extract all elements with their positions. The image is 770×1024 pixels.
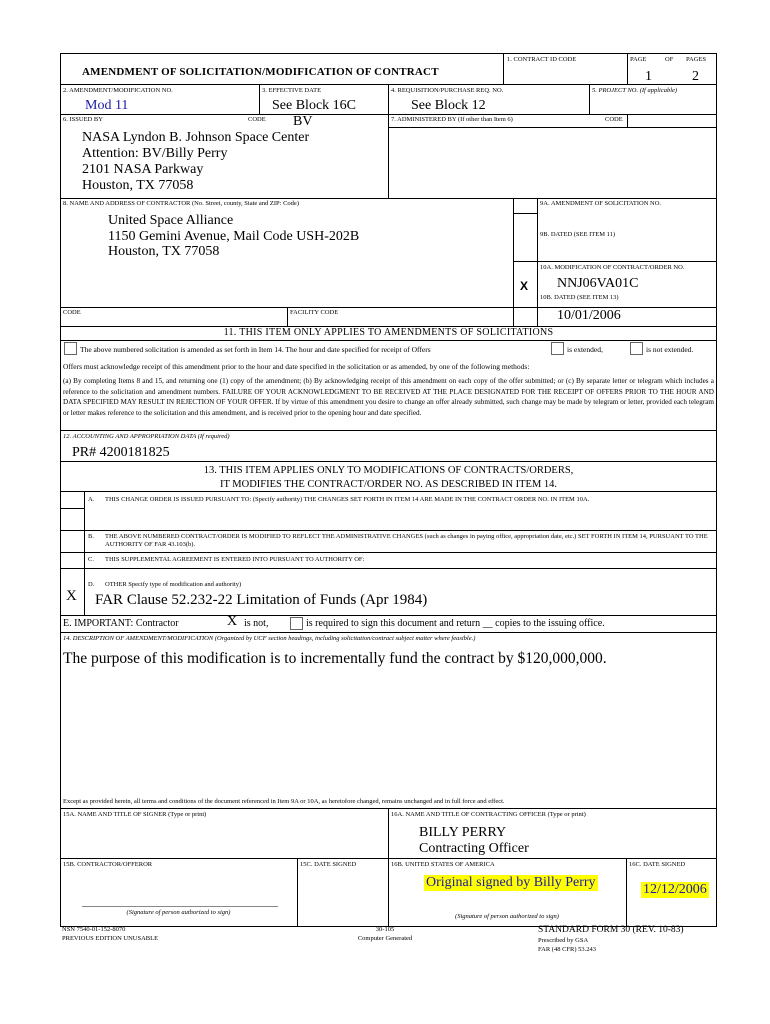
important-label: E. IMPORTANT: Contractor [63, 618, 179, 629]
item-13-b-text: THE ABOVE NUMBERED CONTRACT/ORDER IS MODIFIED TO REFLECT THE ADMINISTRATIVE CHANGES (such as changes in paying office, appropriation date, etc.) SET FORTH IN ITEM 14, PURSUANT TO THE AUTHORITY OF FAR 43.103(b). [105, 533, 708, 548]
footer-code: 30-105 [375, 926, 395, 933]
issuer-line-2: Attention: BV/Billy Perry [82, 146, 228, 161]
standard-form: STANDARD FORM 30 (REV. 10-83) [538, 925, 684, 935]
of-label: OF [665, 56, 674, 63]
item-13-b-letter: B. [88, 533, 94, 540]
requisition-value: See Block 12 [411, 98, 486, 113]
item-11-title: 11. THIS ITEM ONLY APPLIES TO AMENDMENTS OF SOLICITATIONS [223, 327, 554, 338]
effective-date-label: 3. EFFECTIVE DATE [262, 87, 322, 94]
not-extended-label: is not extended. [646, 345, 694, 354]
mod-10a-check: X [520, 279, 529, 293]
item-13-c-letter: C. [88, 556, 94, 563]
item-11-checkbox[interactable] [64, 342, 77, 355]
contractor-15b-label: 15B. CONTRACTOR/OFFEROR [63, 861, 153, 868]
issuer-line-4: Houston, TX 77058 [82, 178, 194, 193]
page-label: PAGE [630, 56, 647, 63]
is-not-label: is not, [244, 618, 269, 629]
amendment-no-value: Mod 11 [85, 98, 129, 113]
issuer-code-label: CODE [248, 116, 266, 123]
date-signed-value: 12/12/2006 [643, 882, 707, 897]
computer-generated: Computer Generated [357, 935, 413, 942]
except-text: Except as provided herein, all terms and conditions of the document referenced in Item 9A or 10A, as heretofore changed, remains unchanged and in full force and effect. [63, 798, 505, 805]
item-13-d-value: FAR Clause 52.232-22 Limitation of Funds (Apr 1984) [95, 592, 428, 608]
requisition-label: 4. REQUISITION/PURCHASE REQ. NO. [391, 87, 504, 94]
accounting-label: 12. ACCOUNTING AND APPROPRIATION DATA (If required) [63, 433, 230, 440]
previous-edition: PREVIOUS EDITION UNUSABLE [62, 935, 159, 942]
issuer-code-value: BV [293, 114, 313, 129]
contractor-address-label: 8. NAME AND ADDRESS OF CONTRACTOR (No. Street, county, State and ZIP: Code) [63, 200, 299, 207]
not-extended-checkbox[interactable] [630, 342, 643, 355]
facility-code-label: FACILITY CODE [290, 309, 339, 316]
administered-code-label: CODE [605, 116, 623, 123]
dated-9b-label: 9B. DATED (SEE ITEM 11) [540, 231, 616, 238]
administered-by-label: 7. ADMINISTERED BY (If other than Item 6) [391, 116, 513, 123]
effective-date-value: See Block 16C [272, 98, 356, 113]
dated-10b-label: 10B. DATED (SEE ITEM 13) [540, 294, 619, 301]
amendment-no-label: 2. AMENDMENT/MODIFICATION NO. [63, 87, 173, 94]
total-pages: 2 [692, 69, 699, 84]
is-required-checkbox[interactable] [290, 617, 303, 630]
extended-checkbox[interactable] [551, 342, 564, 355]
item-11-paragraph: (a) By completing Items 8 and 15, and returning one (1) copy of the amendment; (b) By acknowledging receipt of this amendment on each copy of the offer submitted; or (c) By separate letter or telegram which includes a reference to the solicitation and amendment numbers. FAILURE OF YOUR ACKNOWLEDGMENT TO BE RECEIVED AT THE PLACE DESIGNATED FOR THE RECEIPT OF OFFERS PRIOR TO THE HOUR AND DATA SPECIFIED MAY RESULT IN REJECTION OF YOUR OFFER. If by virtue of this amendment you desire to change an offer already submitted, such change may be made by telegram or letter, provided each telegram or letter makes reference to the solicitation and this amendment, and is received prior to the opening hour and date specified. [63, 377, 714, 417]
usa-16b-label: 16B. UNITED STATES OF AMERICA [391, 861, 495, 868]
officer-title: Contracting Officer [419, 841, 529, 856]
extended-label: is extended, [567, 345, 603, 354]
form-title: AMENDMENT OF SOLICITATION/MODIFICATION OF CONTRACT [82, 66, 439, 78]
nsn-number: NSN 7540-01-152-8070 [62, 926, 126, 933]
contractor-line-1: United Space Alliance [108, 213, 234, 228]
contractor-code-label: CODE [63, 309, 81, 316]
signature-line-contractor [82, 906, 278, 907]
date-16c-label: 16C. DATE SIGNED [629, 861, 686, 868]
item-13-d-check: X [66, 588, 77, 604]
signature-caption-officer: (Signature of person authorized to sign) [455, 913, 559, 920]
is-required-label: is required to sign this document and return __ copies to the issuing office. [306, 618, 605, 629]
contract-id-label: 1. CONTRACT ID CODE [507, 56, 577, 63]
item-13-a-letter: A. [88, 496, 95, 503]
officer-16a-label: 16A. NAME AND TITLE OF CONTRACTING OFFICER (Type or print) [391, 811, 586, 818]
far-reference: FAR (48 CFR) 53.243 [538, 946, 597, 953]
item-13-c-text: THIS SUPPLEMENTAL AGREEMENT IS ENTERED INTO PURSUANT TO AUTHORITY OF: [105, 556, 365, 563]
item-13-title-2: IT MODIFIES THE CONTRACT/ORDER NO. AS DESCRIBED IN ITEM 14. [219, 479, 558, 490]
pages-label: PAGES [686, 56, 706, 63]
description-label: 14. DESCRIPTION OF AMENDMENT/MODIFICATION (Organized by UCF section headings, including solicitation/contract subject matter where feasible.) [63, 635, 476, 642]
page-number: 1 [645, 69, 652, 84]
prescribed-by: Prescribed by GSA [538, 937, 589, 944]
is-not-check: X [227, 614, 238, 629]
project-no-label: 5. PROJECT NO. (If applicable) [592, 87, 678, 94]
mod-10a-value: NNJ06VA01C [557, 276, 639, 291]
original-signed-text: Original signed by Billy Perry [426, 875, 596, 890]
date-15c-label: 15C. DATE SIGNED [300, 861, 357, 868]
issued-by-label: 6. ISSUED BY [63, 116, 103, 123]
accounting-value: PR# 4200181825 [72, 445, 170, 460]
signer-15a-label: 15A. NAME AND TITLE OF SIGNER (Type or print) [63, 811, 207, 818]
officer-name: BILLY PERRY [419, 825, 507, 840]
contractor-line-2: 1150 Gemini Avenue, Mail Code USH-202B [108, 229, 360, 244]
dated-10b-value: 10/01/2006 [557, 308, 621, 323]
signature-caption-contractor: (Signature of person authorized to sign) [126, 909, 231, 916]
issuer-line-3: 2101 NASA Parkway [82, 162, 204, 177]
item-11-line-1: The above numbered solicitation is amended as set forth in Item 14. The hour and date specified for receipt of Offers [80, 345, 431, 354]
amendment-9a-label: 9A. AMENDMENT OF SOLICITATION NO. [540, 200, 662, 207]
contractor-line-3: Houston, TX 77058 [108, 244, 220, 259]
mod-10a-label: 10A. MODIFICATION OF CONTRACT/ORDER NO. [540, 264, 685, 271]
item-11-line-2: Offers must acknowledge receipt of this amendment prior to the hour and date specified in the solicitation or as amended, by one of the following methods: [63, 362, 530, 371]
item-13-d-letter: D. [88, 581, 95, 588]
description-text: The purpose of this modification is to incrementally fund the contract by $120,000,000. [63, 650, 607, 667]
item-13-a-text: THIS CHANGE ORDER IS ISSUED PURSUANT TO: (Specify authority) THE CHANGES SET FORTH IN ITEM 14 ARE MADE IN THE CONTRACT ORDER NO. IN ITEM 10A. [105, 496, 590, 503]
issuer-line-1: NASA Lyndon B. Johnson Space Center [82, 130, 310, 145]
item-13-title-1: 13. THIS ITEM APPLIES ONLY TO MODIFICATIONS OF CONTRACTS/ORDERS, [203, 465, 574, 476]
item-13-d-text: OTHER Specify type of modification and authority) [105, 581, 242, 588]
